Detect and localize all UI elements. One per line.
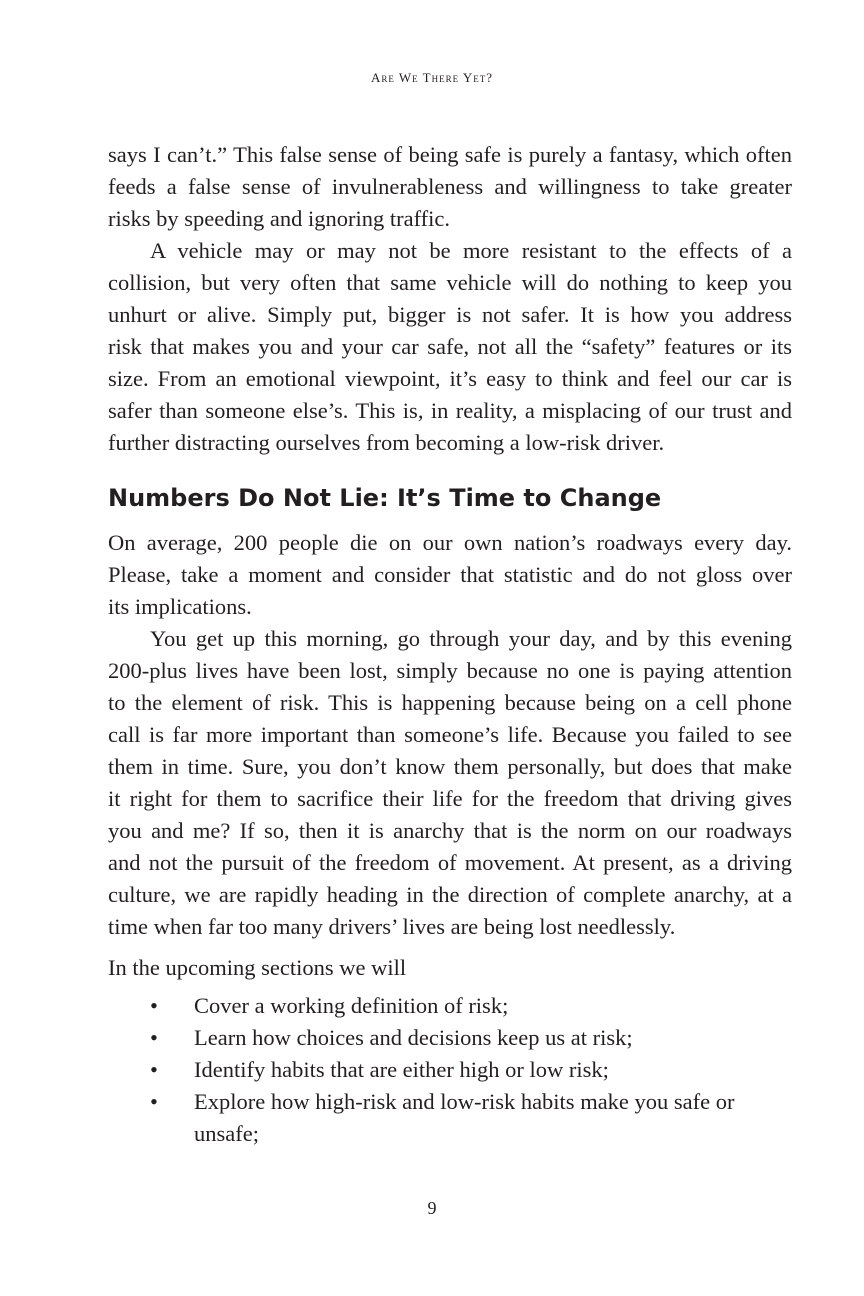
bullet-list xyxy=(108,990,792,1150)
intro-text: In the upcoming sections we will xyxy=(108,955,407,980)
text-line: them in time. Sure, you don’t know them personally, but does that make xyxy=(108,754,792,779)
page-number: 9 xyxy=(427,1198,437,1218)
list-item xyxy=(108,1086,754,1150)
text-line: it right for them to sacrifice their life for the freedom that driving gives xyxy=(108,786,792,811)
body-text-top xyxy=(108,139,792,459)
text-line: says I can’t.” This false sense of being safe is purely a fantasy, which often xyxy=(108,142,792,167)
text-line: collision, but very often that same vehicle will do nothing to keep you xyxy=(108,270,792,295)
list-item xyxy=(108,1054,792,1086)
text-line: time when far too many drivers’ lives are being lost needlessly. xyxy=(108,914,676,939)
bullet-icon: • xyxy=(150,1089,158,1114)
bullet-icon: • xyxy=(150,1025,158,1050)
text-line: risks by speeding and ignoring traffic. xyxy=(108,206,451,231)
intro-line xyxy=(108,952,792,984)
text-line: further distracting ourselves from becoming a low-risk driver. xyxy=(108,430,665,455)
list-item xyxy=(108,990,792,1022)
text-line: its implications. xyxy=(108,594,252,619)
text-line: size. From an emotional viewpoint, it’s easy to think and feel our car is xyxy=(108,366,792,391)
text-line: to the element of risk. This is happening because being on a cell phone xyxy=(108,690,792,715)
text-line: 200-plus lives have been lost, simply because no one is paying attention xyxy=(108,658,792,683)
running-head: Are We There Yet? xyxy=(370,70,494,85)
text-line: and not the pursuit of the freedom of movement. At present, as a driving xyxy=(108,850,792,875)
text-line: You get up this morning, go through your day, and by this evening xyxy=(150,626,792,651)
text-line: Please, take a moment and consider that statistic and do not gloss over xyxy=(108,562,792,587)
text-line: call is far more important than someone’s life. Because you failed to see xyxy=(108,722,792,747)
list-item-text: Identify habits that are either high or low risk; xyxy=(194,1057,609,1082)
bullet-icon: • xyxy=(150,1057,158,1082)
text-line: On average, 200 people die on our own nation’s roadways every day. xyxy=(108,530,792,555)
text-line: you and me? If so, then it is anarchy that is the norm on our roadways xyxy=(108,818,792,843)
list-item-text: Explore how high-risk and low-risk habits make you safe or unsafe; xyxy=(194,1089,735,1146)
list-item-text: Cover a working definition of risk; xyxy=(194,993,509,1018)
text-line: feeds a false sense of invulnerableness and willingness to take greater xyxy=(108,174,792,199)
list-item-text: Learn how choices and decisions keep us at risk; xyxy=(194,1025,633,1050)
body-text-bottom xyxy=(108,527,792,943)
bullet-icon: • xyxy=(150,993,158,1018)
text-line: safer than someone else’s. This is, in reality, a misplacing of our trust and xyxy=(108,398,792,423)
text-line: risk that makes you and your car safe, not all the “safety” features or its xyxy=(108,334,792,359)
text-line: unhurt or alive. Simply put, bigger is not safer. It is how you address xyxy=(108,302,792,327)
text-line: culture, we are rapidly heading in the direction of complete anarchy, at a xyxy=(108,882,792,907)
text-line: A vehicle may or may not be more resistant to the effects of a xyxy=(150,238,792,263)
section-heading: Numbers Do Not Lie: It’s Time to Change xyxy=(108,484,662,512)
list-item xyxy=(108,1022,792,1054)
